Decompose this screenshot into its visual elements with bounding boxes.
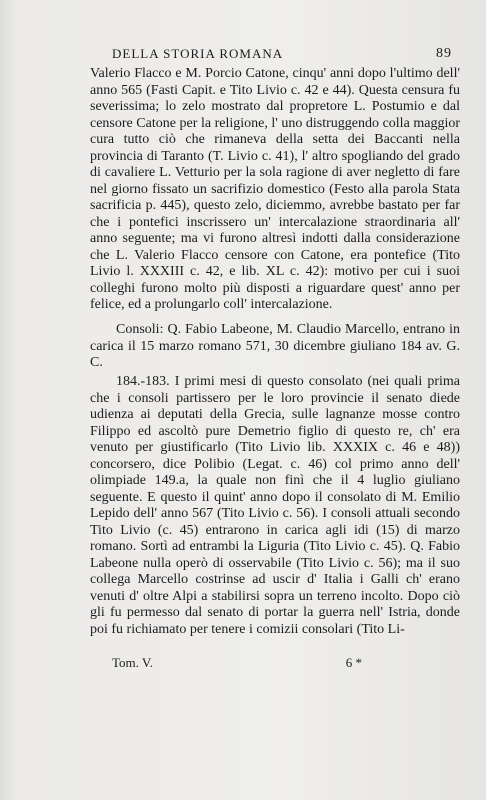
volume-label: Tom. V.	[112, 655, 153, 670]
page-number: 89	[436, 46, 452, 61]
paragraph-text: 184.-183. I primi mesi di questo consolato (nei quali prima che i consoli partissero per le loro provincie il senato diede udienza ai deputati della Grecia, sulle lagnanze mosse contro Filippo ed ascoltò pure Demetrio figlio di questo re, ch' era venuto per giustificarlo (Tito Livio lib. XXXIX c. 46 e 48)) concorsero, dice Polibio (Legat. c. 46) col primo anno dell' olimpiade 149.a, la quale non finì che il 4 luglio giuliano seguente. E questo il quint' anno dopo il consolato di M. Emilio Lepido dell' anno 567 (Tito Livio c. 56). I consoli attuali secondo Tito Livio (c. 45) entrarono in carica agli idi (15) di marzo romano. Sortì ad entrambi la Liguria (Tito Livio c. 45). Q. Fabio Labeone nulla operò di osservabile (Tito Livio c. 56); ma il suo collega Marcello costrinse ad uscir d' Italia i Galli ch' erano venuti d' oltre Alpi a stabilirsi sopra un terreno incolto. Dopo ciò gli fu permesso dal senato di portar la guerra nell' Istria, donde poi fu richiamato per tenere i comizii consolari (Tito Li-	[90, 374, 460, 637]
running-title: DELLA STORIA ROMANA	[112, 46, 284, 61]
paragraph-censura	[90, 66, 460, 314]
signature-mark: 6 *	[345, 655, 362, 670]
paragraph-text: Consoli: Q. Fabio Labeone, M. Claudio Marcello, entrano in carica il 15 marzo romano 571, 30 dicembre giuliano 184 av. G. C.	[90, 322, 460, 370]
paragraph-184-183	[90, 374, 460, 638]
paragraph-text: Valerio Flacco e M. Porcio Catone, cinqu' anni dopo l'ultimo dell' anno 565 (Fasti Capit. e Tito Livio c. 42 e 44). Questa censura fu severissima; lo zelo mostrato dal propretore L. Postumio e dal censore Catone per la religione, l' uno distruggendo colla maggior cura tutto ciò che rimaneva della setta dei Baccanti nella provincia di Taranto (T. Livio c. 41), l' altro spogliando del grado di cavaliere L. Vetturio per la sola ragione di aver negletto di fare nel giorno fissato un sacrifizio domestico (Festo alla parola Stata sacrificia p. 445), questo zelo, diciemmo, avrebbe bastato per far che i pontefici inscrissero un' intercalazione straordinaria all' anno seguente; ma vi furono altresì indotti dalla considerazione che L. Valerio Flacco censore con Catone, era pontefice (Tito Livio l. XXXIII c. 42, e lib. XL c. 42): motivo per cui i suoi colleghi furono molto più disposti a riguardare quest' anno per felice, ed a prolungarlo coll' intercalazione.	[90, 66, 460, 312]
paragraph-consoli	[90, 322, 460, 372]
